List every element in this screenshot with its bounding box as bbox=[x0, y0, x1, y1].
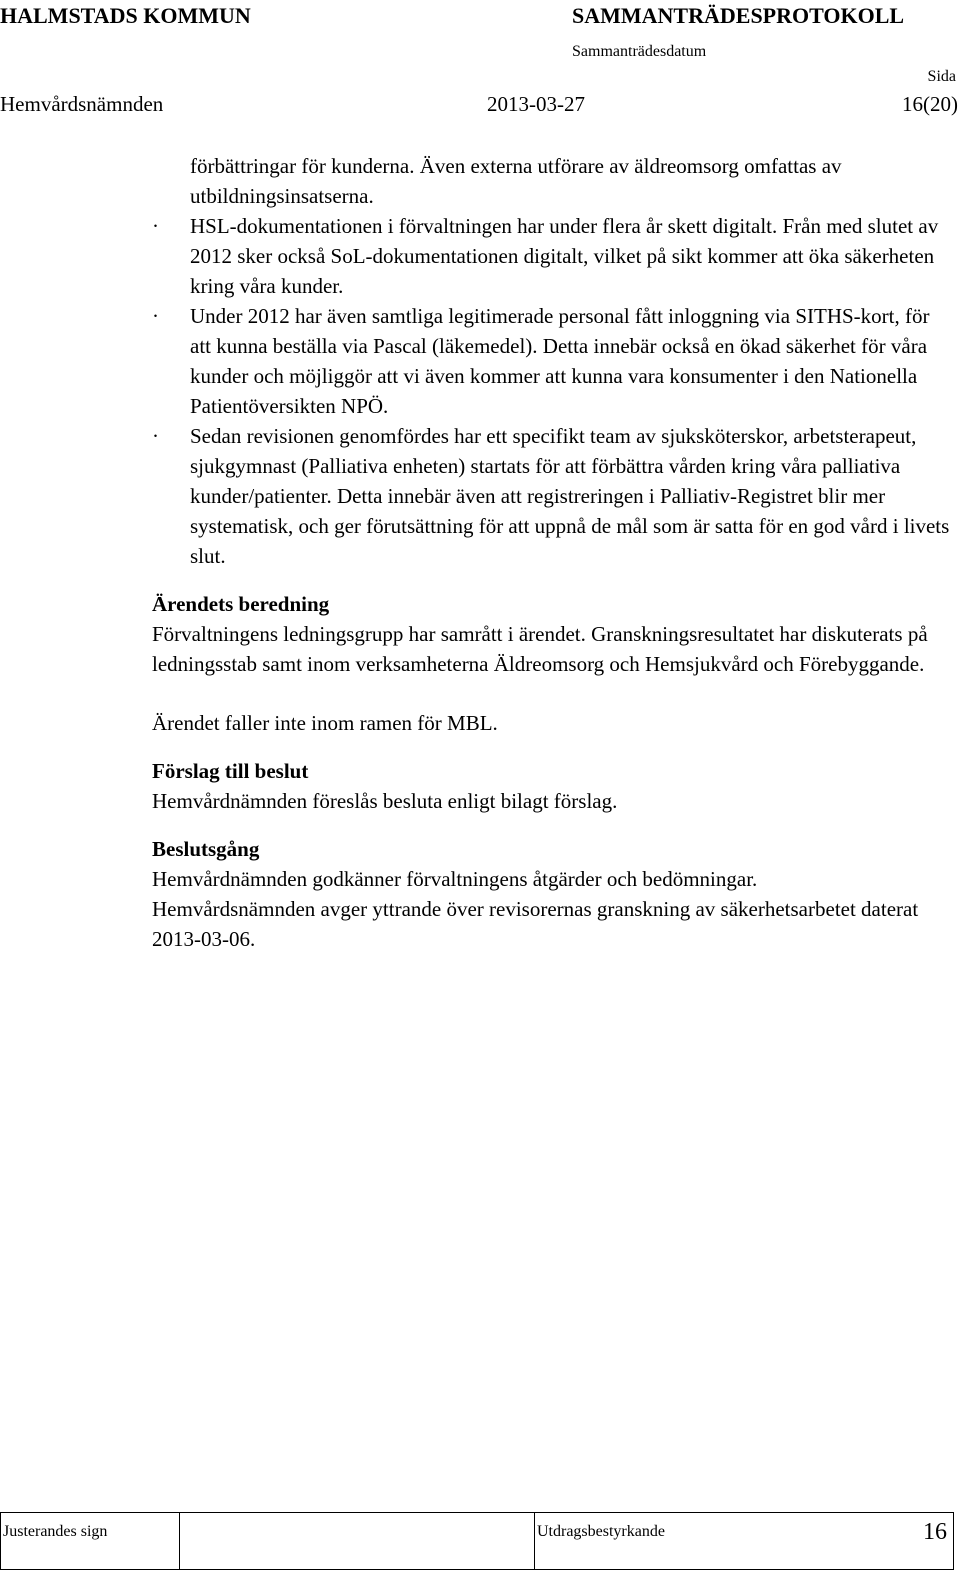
section-text: Förvaltningens ledningsgrupp har samrått i ärendet. Granskningsresultatet har diskuterats på ledningsstab samt inom verksamheterna Äldreomsorg och Hemsjukvård och Förebyggande. bbox=[152, 622, 928, 676]
section-text: Hemvårdsnämnden avger yttrande över revisorernas granskning av säkerhetsarbetet daterat 2013-03-06. bbox=[152, 897, 919, 951]
section-heading: Ärendets beredning bbox=[152, 592, 330, 616]
document-body bbox=[152, 151, 954, 954]
sign-field bbox=[180, 1513, 535, 1570]
section-text: Hemvårdnämnden föreslås besluta enligt bilagt förslag. bbox=[152, 789, 618, 813]
meeting-date-label: Sammanträdesdatum bbox=[572, 43, 707, 60]
section-preparation bbox=[152, 589, 954, 738]
section-proposal bbox=[152, 756, 954, 816]
list-item: · HSL-dokumentationen i förvaltningen har under flera år skett digitalt. Från med slutet av 2012 sker också SoL-dokumentationen digitalt, vilket på sikt kommer att öka säkerheten kring våra kunder. bbox=[152, 211, 954, 301]
section-decision-process bbox=[152, 834, 954, 954]
section-heading: Beslutsgång bbox=[152, 837, 260, 861]
signature-table bbox=[0, 1512, 954, 1570]
page-number: 16(20) bbox=[902, 92, 958, 116]
page-label: Sida bbox=[927, 68, 956, 85]
meeting-date: 2013-03-27 bbox=[487, 92, 585, 116]
board-name: Hemvårdsnämnden bbox=[0, 92, 164, 116]
page-header bbox=[0, 0, 960, 120]
section-text: Ärendet faller inte inom ramen för MBL. bbox=[152, 711, 498, 735]
organization-name: HALMSTADS KOMMUN bbox=[0, 3, 251, 28]
section-text: Hemvårdnämnden godkänner förvaltningens åtgärder och bedömningar. bbox=[152, 867, 758, 891]
list-item: · Sedan revisionen genomfördes har ett specifikt team av sjuksköterskor, arbetsterapeut, sjukgymnast (Palliativa enheten) startats för att förbättra vården kring våra palliativa kunder/patienter. Detta innebär även att registreringen i Palliativ-Registret blir mer systematisk, och ger förutsättning för att uppnå de mål som är satta för en god vård i livets slut. bbox=[152, 421, 954, 571]
list-item: förbättringar för kunderna. Även externa utförare av äldreomsorg omfattas av utbildningsinsatserna. bbox=[190, 154, 842, 208]
bullet-list bbox=[152, 151, 954, 571]
list-item: · Under 2012 har även samtliga legitimerade personal fått inloggning via SITHS-kort, för att kunna beställa via Pascal (läkemedel). Detta innebär också en ökad säkerhet för våra kunder och möjliggör att vi även kommer att kunna vara konsumenter i den Nationella Patientöversikten NPÖ. bbox=[152, 301, 954, 421]
footer-page-number: 16 bbox=[887, 1513, 954, 1570]
sign-label: Justerandes sign bbox=[1, 1513, 180, 1570]
certify-label: Utdragsbestyrkande bbox=[535, 1513, 888, 1570]
document-title: SAMMANTRÄDESPROTOKOLL bbox=[572, 3, 905, 28]
section-heading: Förslag till beslut bbox=[152, 759, 309, 783]
page-footer bbox=[0, 1512, 960, 1572]
